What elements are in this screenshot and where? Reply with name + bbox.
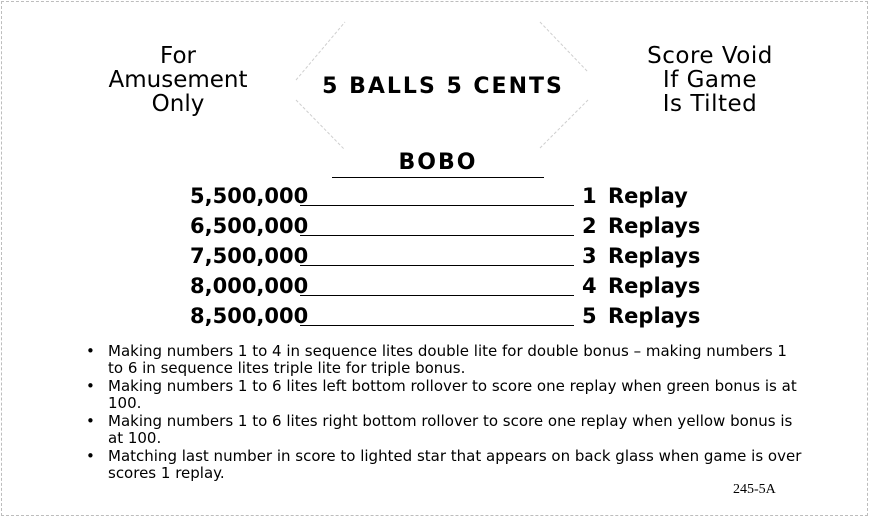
notice-line: Amusement: [108, 67, 248, 93]
amusement-only-notice: [98, 44, 258, 116]
score-value: 5,500,000: [190, 184, 309, 208]
replay-label: Replay: [608, 184, 688, 208]
replay-award: [582, 214, 700, 238]
bullet-icon: •: [86, 412, 95, 430]
score-row: [190, 244, 710, 274]
score-row: [190, 184, 710, 214]
game-title: BOBO: [332, 150, 544, 178]
bullet-icon: •: [86, 342, 95, 360]
rule-text: Making numbers 1 to 6 lites left bottom rollover to score one replay when green bonus is at 100.: [108, 377, 797, 412]
replay-award: [582, 274, 700, 298]
replay-label: Replays: [608, 274, 701, 298]
card-number: 245-5A: [733, 482, 776, 497]
notice-line: Score Void: [647, 43, 773, 69]
replay-label: Replays: [608, 244, 701, 268]
rule-text: Making numbers 1 to 6 lites right bottom rollover to score one replay when yellow bonus is at 100.: [108, 412, 793, 447]
score-row: [190, 274, 710, 304]
rule-item: [86, 343, 806, 377]
replay-award: [582, 184, 688, 208]
notice-line: Is Tilted: [662, 91, 758, 117]
price-label: 5 BALLS 5 CENTS: [322, 74, 564, 99]
rule-item: [86, 378, 806, 412]
score-value: 6,500,000: [190, 214, 309, 238]
replay-award: [582, 244, 700, 268]
rule-text: Matching last number in score to lighted star that appears on back glass when game is over scores 1 replay.: [108, 447, 802, 482]
replay-count: 1: [582, 184, 597, 208]
replay-label: Replays: [608, 214, 701, 238]
rule-item: [86, 448, 806, 482]
fill-line: [300, 205, 574, 206]
rule-item: [86, 413, 806, 447]
replay-count: 4: [582, 274, 597, 298]
bullet-icon: •: [86, 447, 95, 465]
score-row: [190, 214, 710, 244]
replay-count: 5: [582, 304, 597, 328]
rules-list: [86, 343, 806, 483]
notice-line: For: [160, 43, 196, 69]
notice-line: If Game: [662, 67, 758, 93]
replay-count: 3: [582, 244, 597, 268]
score-value: 7,500,000: [190, 244, 309, 268]
fill-line: [300, 325, 574, 326]
fill-line: [300, 235, 574, 236]
tilt-void-notice: [630, 44, 790, 116]
score-row: [190, 304, 710, 334]
rule-text: Making numbers 1 to 4 in sequence lites double lite for double bonus – making numbers 1 to 6 in sequence lites triple lite for triple bonus.: [108, 342, 787, 377]
notice-line: Only: [151, 91, 205, 117]
bullet-icon: •: [86, 377, 95, 395]
score-value: 8,000,000: [190, 274, 309, 298]
replay-award: [582, 304, 700, 328]
replay-label: Replays: [608, 304, 701, 328]
score-value: 8,500,000: [190, 304, 309, 328]
fill-line: [300, 295, 574, 296]
replay-count: 2: [582, 214, 597, 238]
fill-line: [300, 265, 574, 266]
